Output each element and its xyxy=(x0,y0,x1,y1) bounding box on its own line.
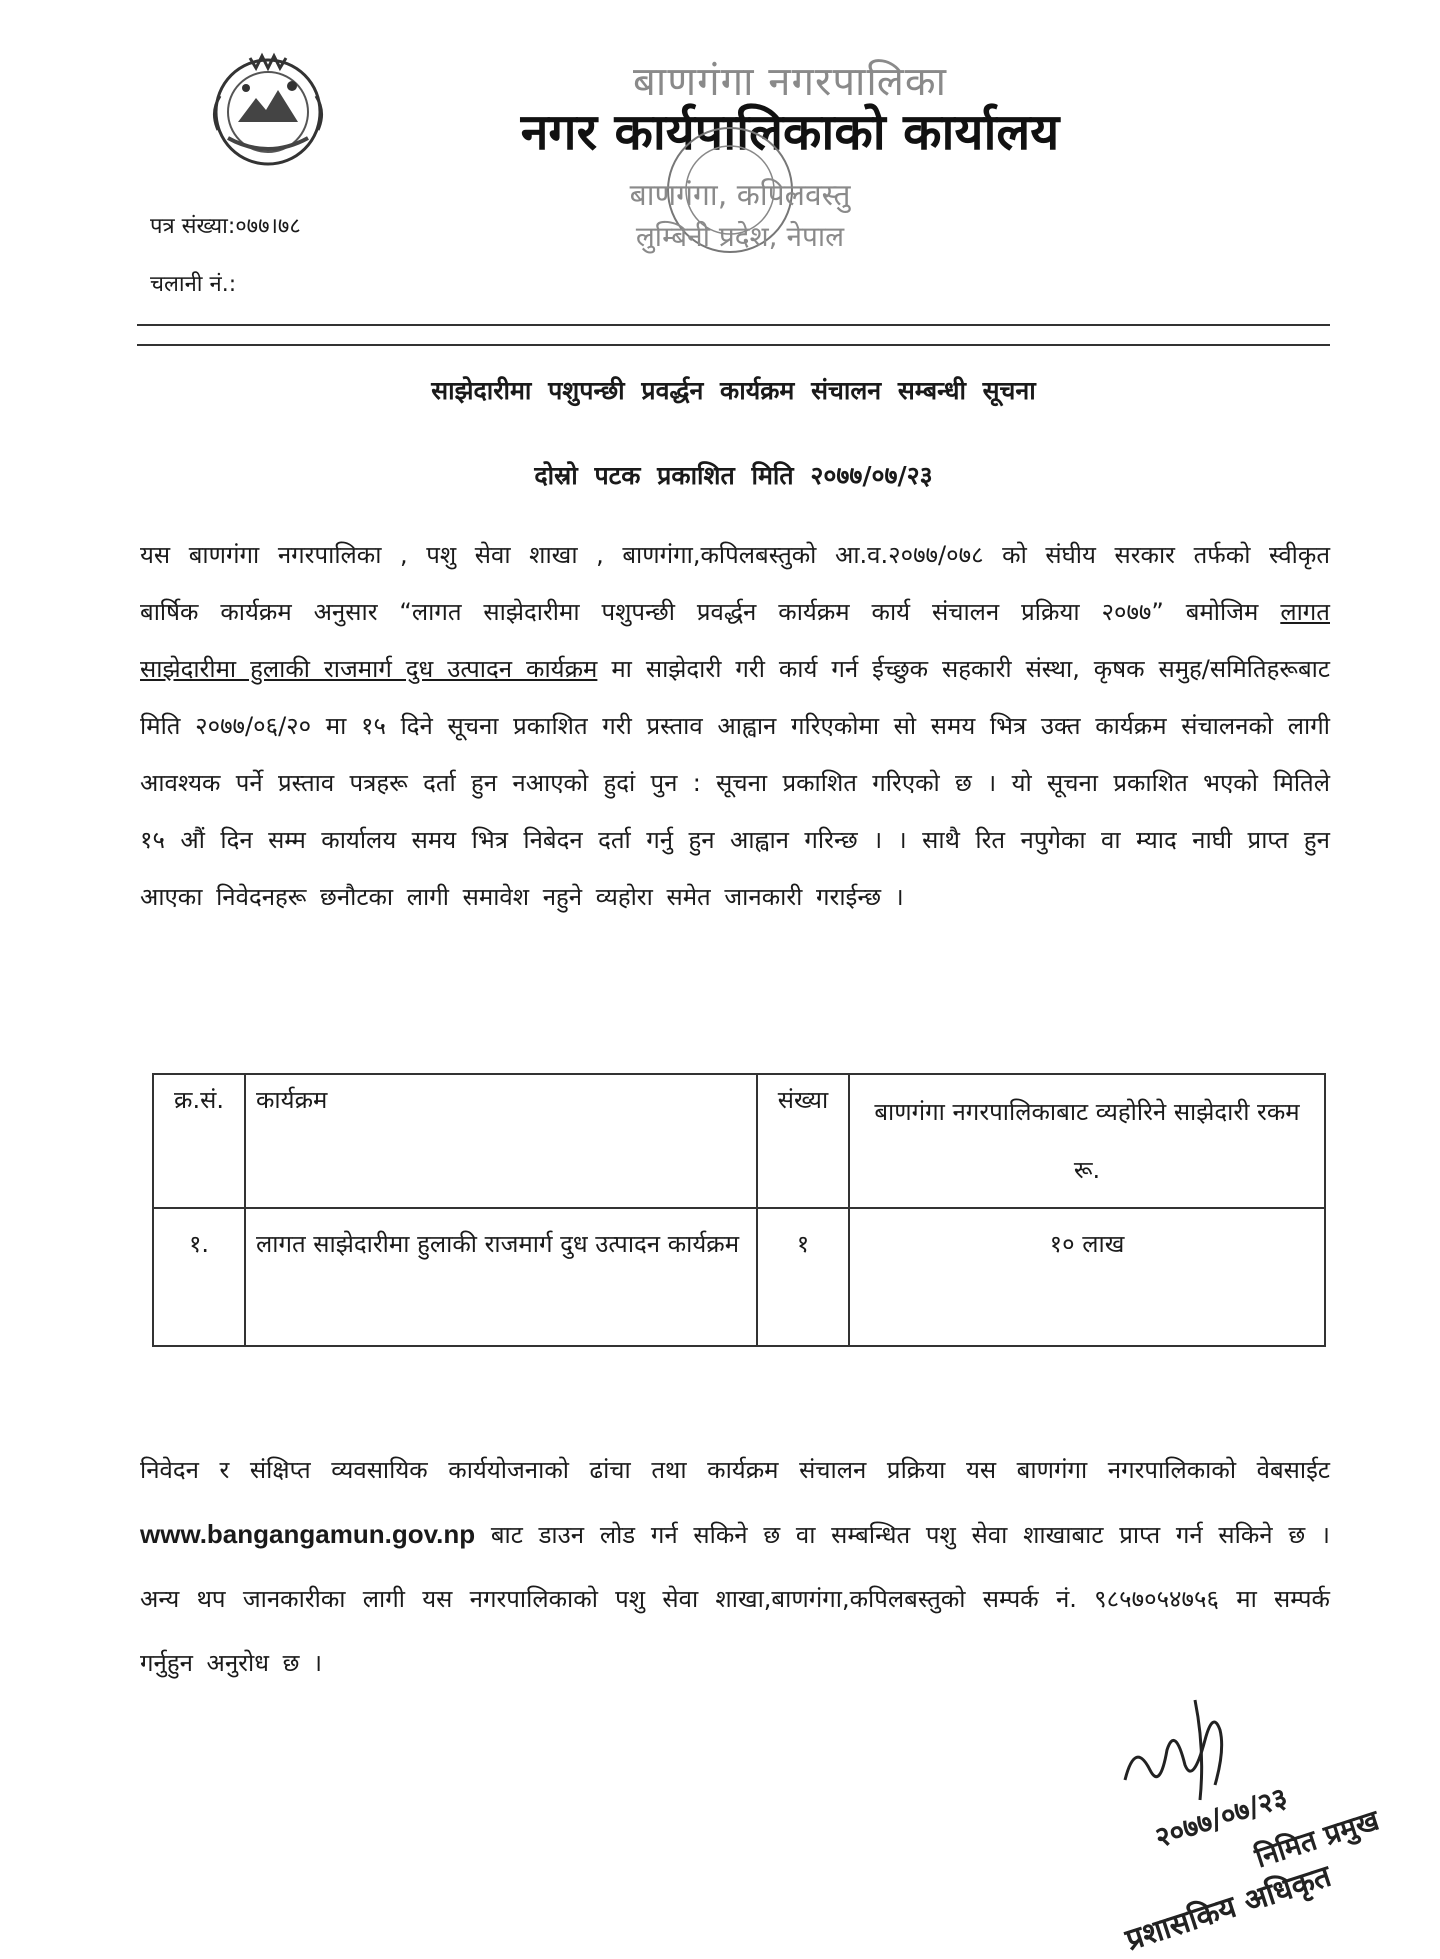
cell-program: लागत साझेदारीमा हुलाकी राजमार्ग दुध उत्पादन कार्यक्रम xyxy=(245,1208,757,1346)
notice-body xyxy=(140,527,1330,926)
header-sn: क्र.सं. xyxy=(153,1074,245,1208)
office-name: नगर कार्यपालिकाको कार्यालय xyxy=(520,103,1060,161)
cell-amount: १० लाख xyxy=(849,1208,1325,1346)
closing-part2: बाट डाउन लोड गर्न सकिने छ वा सम्बन्धित पशु सेवा शाखाबाट प्राप्त गर्न सकिने छ । अन्य थप जानकारीका लागी यस नगरपालिकाको पशु सेवा शाखा,बाणगंगा,कपिलबस्तुको सम्पर्क नं. ९८५७०५४७५६ मा सम्पर्क गर्नुहुन अनुरोध छ । xyxy=(140,1521,1330,1677)
cell-sn: १. xyxy=(153,1208,245,1346)
header-program: कार्यक्रम xyxy=(245,1074,757,1208)
table-row xyxy=(153,1208,1325,1346)
address-block xyxy=(560,155,920,265)
website-link[interactable]: www.bangangamun.gov.np xyxy=(140,1519,476,1549)
header-rule-top xyxy=(137,324,1330,326)
province-line: लुम्बिनी प्रदेश, नेपाल xyxy=(635,220,845,253)
header-rule-bottom xyxy=(137,344,1330,346)
cell-count: १ xyxy=(757,1208,849,1346)
notice-body-program: लागत साझेदारीमा हुलाकी राजमार्ग दुध उत्पादन कार्यक्रम xyxy=(140,598,1330,683)
program-table xyxy=(152,1073,1326,1347)
table-header-row xyxy=(153,1074,1325,1208)
notice-title: साझेदारीमा पशुपन्छी प्रवर्द्धन कार्यक्रम संचालन सम्बन्धी सूचना xyxy=(431,376,1036,405)
signature-block xyxy=(1100,1690,1430,1959)
signatory-title: निमित प्रमुख xyxy=(1250,1803,1383,1875)
notice-subtitle: दोस्रो पटक प्रकाशित मिति २०७७/०७/२३ xyxy=(534,461,933,490)
header-amount: बाणगंगा नगरपालिकाबाट व्यहोरिने साझेदारी रकम रू. xyxy=(849,1074,1325,1208)
notice-body-part2: मा साझेदारी गरी कार्य गर्न ईच्छुक सहकारी संस्था, कृषक समुह/समितिहरूबाट मिति २०७७/०६/२० मा १५ दिने सूचना प्रकाशित गरी प्रस्ताव आह्वान गरिएकोमा सो समय भित्र उक्त कार्यक्रम संचालनको लागी आवश्यक पर्ने प्रस्ताव पत्रहरू दर्ता हुन नआएको हुदां पुन : सूचना प्रकाशित गरिएको छ । यो सूचना प्रकाशित भएको मितिले १५ औं दिन सम्म कार्यालय समय भित्र निबेदन दर्ता गर्नु हुन आह्वान गरिन्छ । । साथै रित नपुगेका वा म्याद नाघी प्राप्त हुन आएका निवेदनहरू छनौटका लागी समावेश नहुने व्यहोरा समेत जानकारी गराईन्छ । xyxy=(140,655,1330,911)
letter-number: पत्र संख्या:०७७।७८ xyxy=(150,214,301,239)
closing-part1: निवेदन र संक्षिप्त व्यवसायिक कार्ययोजनाको ढांचा तथा कार्यक्रम संचालन प्रक्रिया यस बाणगंगा नगरपालिकाको वेबसाईट xyxy=(140,1456,1330,1484)
notice-body-part1: यस बाणगंगा नगरपालिका , पशु सेवा शाखा , बाणगंगा,कपिलबस्तुको आ.व.२०७७/०७८ को संघीय सरकार तर्फको स्वीकृत बार्षिक कार्यक्रम अनुसार “लागत साझेदारीमा पशुपन्छी प्रवर्द्धन कार्यक्रम कार्य संचालन प्रक्रिया २०७७” बमोजिम xyxy=(140,541,1330,626)
signatory-designation: प्रशासकिय अधिकृत xyxy=(1121,1858,1336,1959)
district-line: बाणगंगा, कपिलवस्तु xyxy=(629,178,851,213)
closing-paragraph xyxy=(140,1438,1330,1695)
dispatch-number: चलानी नं.: xyxy=(150,272,237,297)
government-emblem-icon xyxy=(198,40,338,170)
municipality-name: बाणगंगा नगरपालिका xyxy=(633,59,947,105)
signature-date: २०७७/०७/२३ xyxy=(1150,1780,1292,1855)
header-count: संख्या xyxy=(757,1074,849,1208)
